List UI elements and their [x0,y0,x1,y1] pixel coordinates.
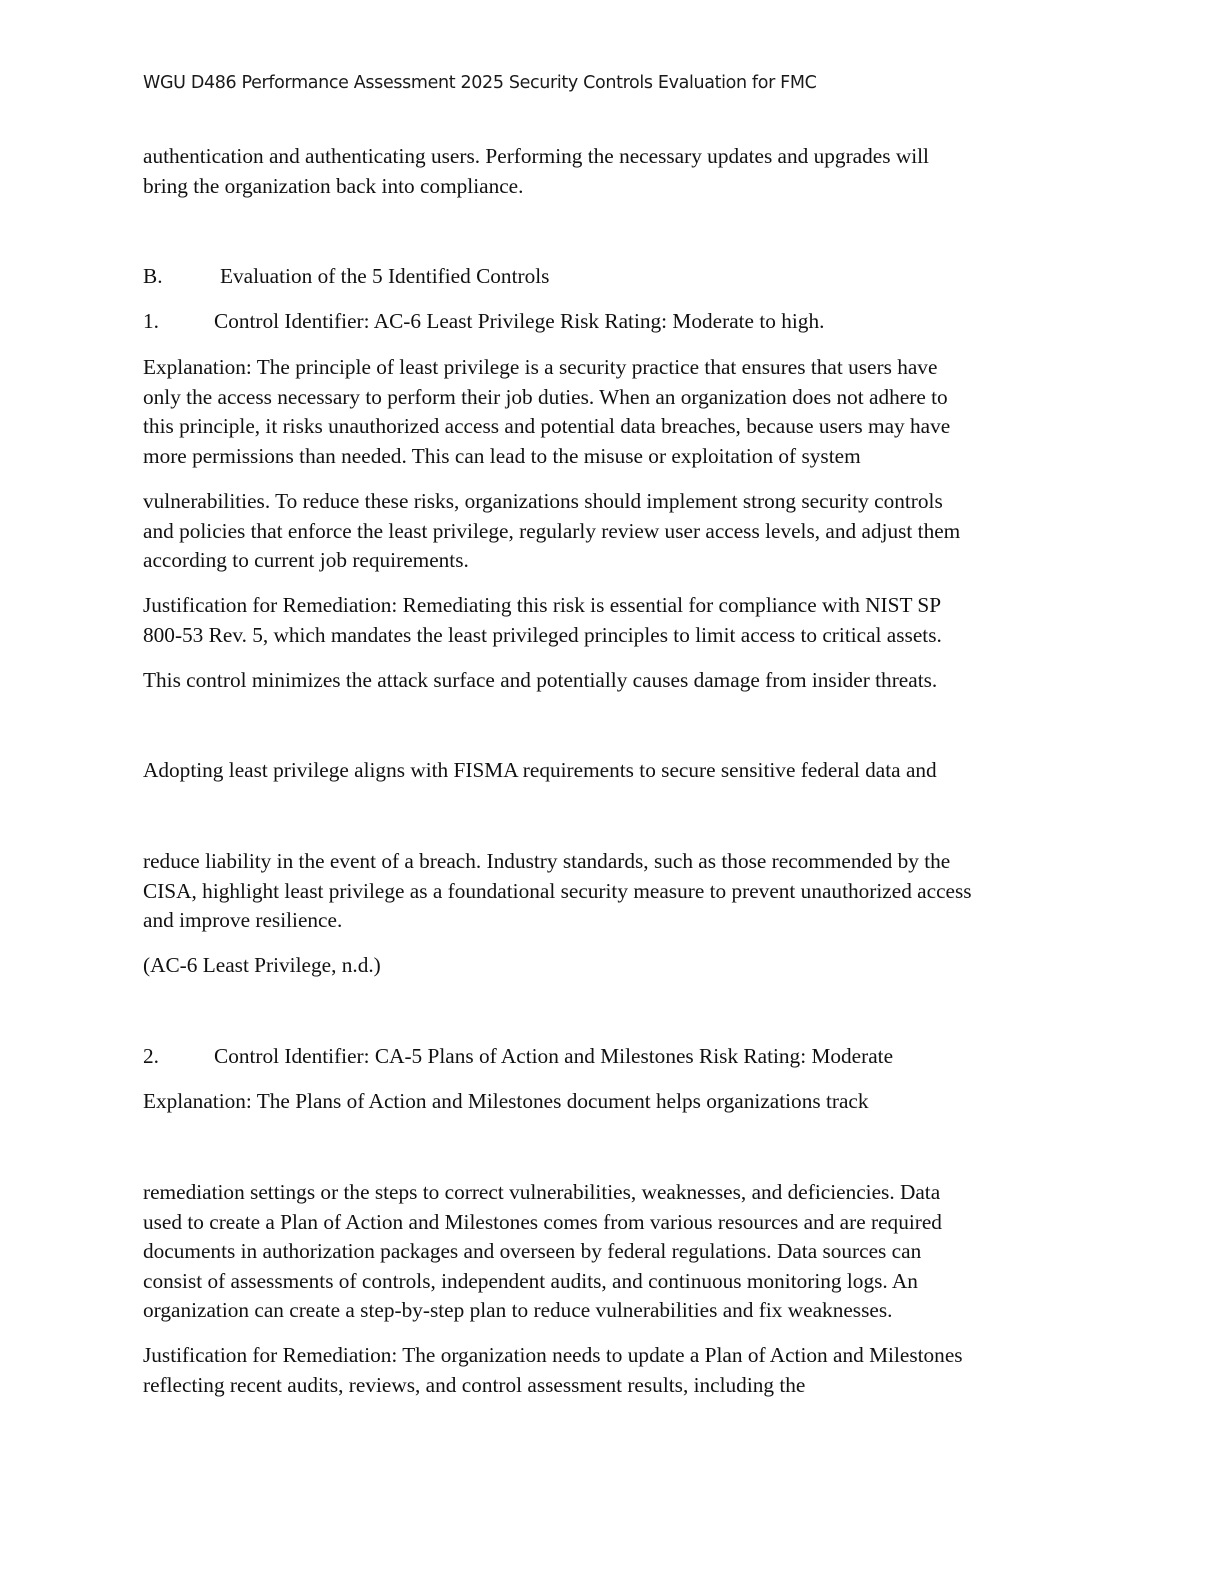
control-1-justification-cisa [143,847,972,936]
text-line: this principle, it risks unauthorized access and potential data breaches, because users may have [143,414,951,438]
text-line: only the access necessary to perform their job duties. When an organization does not adhere to [143,384,948,409]
control-1-justification [143,591,942,650]
text-line: reduce liability in the event of a breach. Industry standards, such as those recommended by the [143,849,951,873]
text-line: authentication and authenticating users. Performing the necessary updates and upgrades will [143,144,929,168]
control-1-justification-fisma [143,756,937,786]
text-line: CISA, highlight least privilege as a foundational security measure to prevent unauthorized access [143,878,972,903]
text-line: consist of assessments of controls, independent audits, and continuous monitoring logs. An [143,1268,918,1293]
control-1-justification-continued [143,666,937,696]
text-line: bring the organization back into compliance. [143,173,524,198]
text-line: Justification for Remediation: The organization needs to update a Plan of Action and Milestones [143,1343,963,1367]
control-1-explanation [143,353,950,471]
section-title: Evaluation of the 5 Identified Controls [220,264,550,288]
running-header: WGU D486 Performance Assessment 2025 Security Controls Evaluation for FMC [143,73,817,93]
list-marker: 2. [143,1044,159,1068]
text-line: and policies that enforce the least privilege, regularly review user access levels, and adjust them [143,518,961,543]
list-marker: 1. [143,309,159,333]
citation-text: (AC-6 Least Privilege, n.d.) [143,953,381,977]
text-line: documents in authorization packages and overseen by federal regulations. Data sources can [143,1239,922,1263]
section-b-heading [143,262,549,292]
text-line: 800-53 Rev. 5, which mandates the least privileged principles to limit access to critical assets. [143,622,942,647]
control-1-citation [143,951,381,981]
control-2-justification [143,1341,963,1400]
control-2-explanation [143,1087,869,1117]
text-line: Explanation: The Plans of Action and Milestones document helps organizations track [143,1089,869,1113]
control-heading-text: Control Identifier: CA-5 Plans of Action and Milestones Risk Rating: Moderate [214,1044,894,1068]
control-heading-text: Control Identifier: AC-6 Least Privilege Risk Rating: Moderate to high. [214,309,825,333]
control-1-explanation-continued [143,487,960,576]
control-1-heading [143,307,824,337]
text-line: Justification for Remediation: Remediating this risk is essential for compliance with NIST SP [143,593,942,617]
text-line: Explanation: The principle of least privilege is a security practice that ensures that users have [143,355,938,379]
text-line: reflecting recent audits, reviews, and control assessment results, including the [143,1372,806,1397]
intro-paragraph [143,142,929,201]
text-line: organization can create a step-by-step plan to reduce vulnerabilities and fix weaknesses. [143,1298,893,1322]
control-2-heading [143,1042,893,1072]
text-line: according to current job requirements. [143,548,469,572]
text-line: This control minimizes the attack surface and potentially causes damage from insider threats. [143,668,938,692]
text-line: and improve resilience. [143,908,343,932]
text-line: more permissions than needed. This can lead to the misuse or exploitation of system [143,443,861,468]
text-line: Adopting least privilege aligns with FISMA requirements to secure sensitive federal data and [143,758,937,782]
text-line: used to create a Plan of Action and Milestones comes from various resources and are required [143,1209,942,1234]
section-marker: B. [143,264,163,288]
control-2-explanation-continued [143,1178,942,1326]
text-line: remediation settings or the steps to correct vulnerabilities, weaknesses, and deficiencies. Data [143,1180,941,1204]
text-line: vulnerabilities. To reduce these risks, organizations should implement strong security controls [143,489,943,513]
